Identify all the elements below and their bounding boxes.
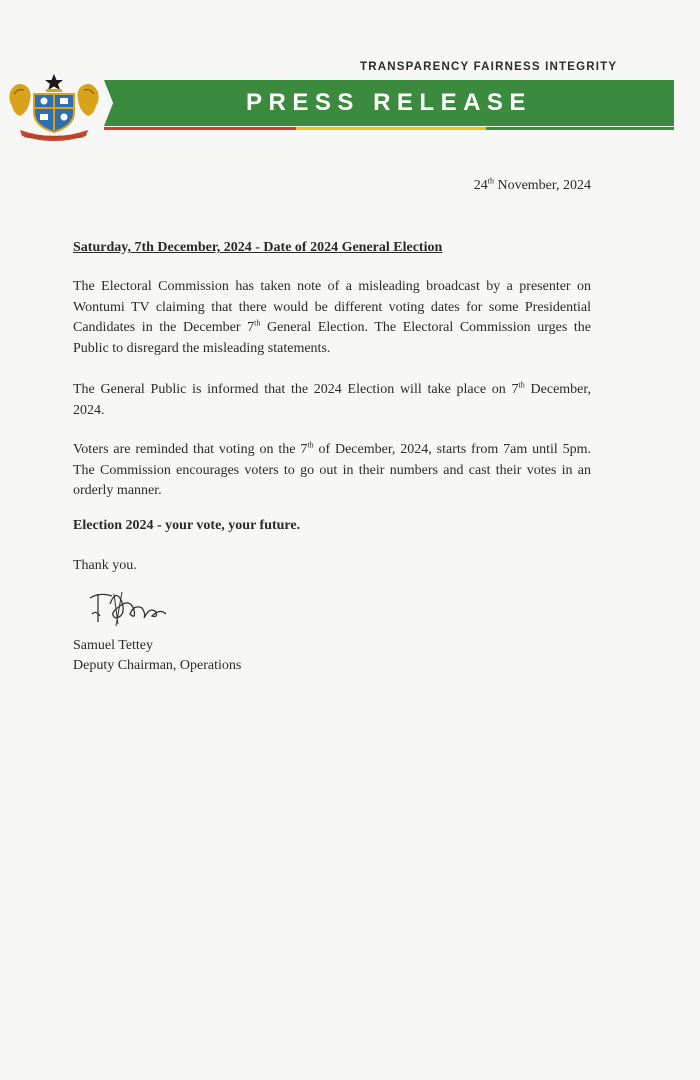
- green-stripe: [486, 127, 674, 130]
- signature-icon: [86, 584, 176, 632]
- tagline: Election 2024 - your vote, your future.: [73, 518, 301, 533]
- banner-title: PRESS RELEASE: [246, 89, 532, 116]
- motto: TRANSPARENCY FAIRNESS INTEGRITY: [360, 61, 618, 73]
- coat-of-arms-icon: [6, 72, 102, 142]
- signer-name: Samuel Tettey: [73, 638, 154, 653]
- release-date: 24th November, 2024: [473, 176, 591, 193]
- red-stripe: [104, 127, 296, 130]
- paragraph-misleading-broadcast: The Electoral Commission has taken note of a misleading broadcast by a presenter on Wontumi TV claiming that there would be different voting dates for some Presidential Candidates in the December 7th General Election. The Electoral Commission urges the Public to disregard the misleading statements.: [73, 279, 592, 356]
- signer-title: Deputy Chairman, Operations: [73, 658, 242, 673]
- paragraph-election-date: The General Public is informed that the 2024 Election will take place on 7th December, 2024.: [73, 380, 591, 418]
- yellow-stripe: [296, 127, 486, 130]
- closing: Thank you.: [73, 558, 137, 573]
- paragraph-voting-hours: Voters are reminded that voting on the 7th of December, 2024, starts from 7am until 5pm. The Commission encourages voters to go out in their numbers and cast their votes in an orderly manner.: [73, 440, 591, 498]
- release-heading: Saturday, 7th December, 2024 - Date of 2024 General Election: [73, 240, 443, 255]
- crest-caption: ELECTORAL COMMISSION GHANA: [24, 135, 84, 139]
